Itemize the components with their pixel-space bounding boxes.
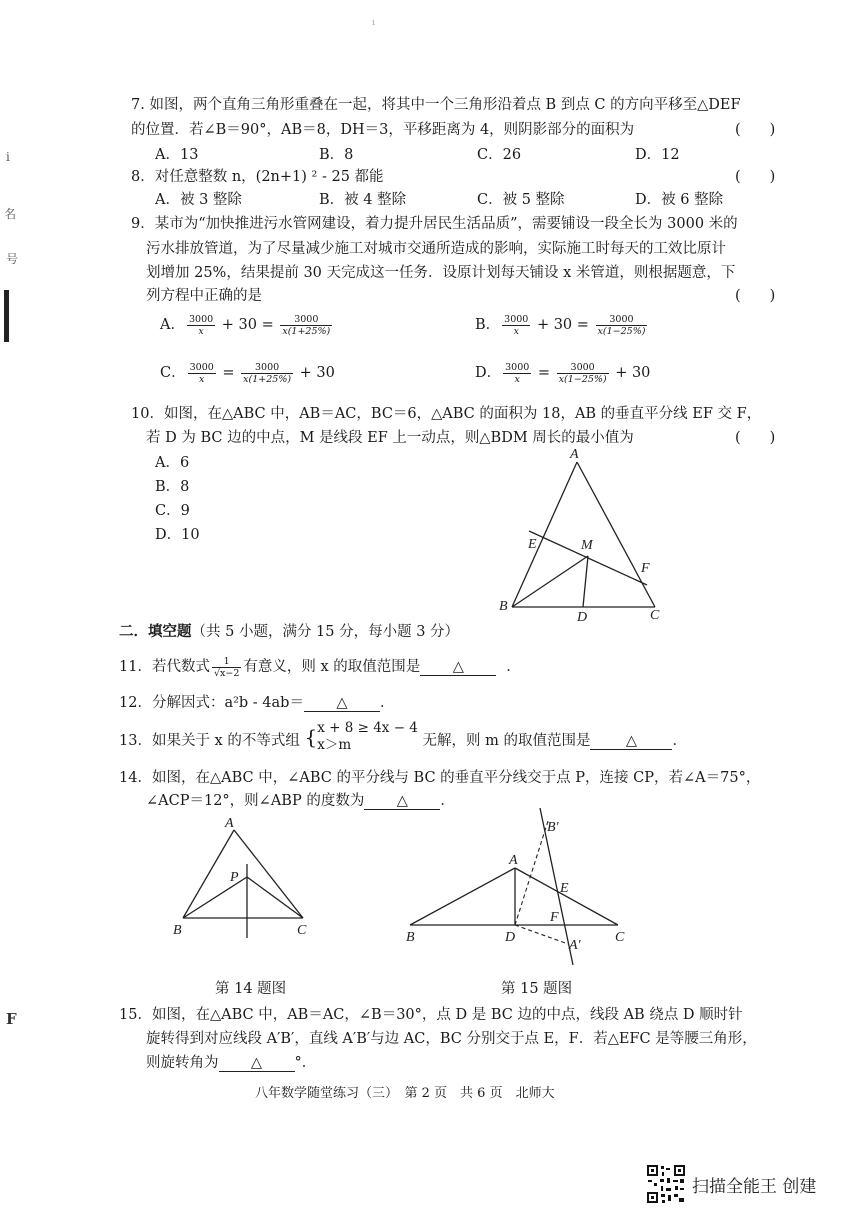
q12-line: 12．分解因式：a²b - 4ab＝ △ ． xyxy=(119,695,395,711)
q14-line2: ∠ACP＝12°，则∠ABP 的度数为 △ ． xyxy=(146,793,455,809)
section2-heading xyxy=(119,620,459,641)
q8-answer-paren: ( ) xyxy=(735,169,776,185)
scanner-watermark: 扫描全能王 创建 xyxy=(692,1177,817,1197)
q7-option-a: A．13 xyxy=(155,147,199,163)
q15-figure xyxy=(400,803,640,971)
q10-option-a: A．6 xyxy=(155,455,190,471)
qr-code-icon xyxy=(646,1164,686,1204)
q15-label-d: D xyxy=(505,930,516,945)
q14-label-a: A xyxy=(225,816,234,831)
q15-blank[interactable]: △ xyxy=(219,1055,295,1072)
q15-label-a: A xyxy=(509,853,518,868)
q10-answer-paren: ( ) xyxy=(735,430,776,446)
q10-label-m: M xyxy=(581,538,593,553)
margin-mark: 号 xyxy=(6,252,19,266)
margin-binding-bar xyxy=(4,290,9,342)
q10-segment-ac xyxy=(577,462,655,607)
q14-segment-ac xyxy=(234,830,303,918)
q14-line1: 14．如图，在△ABC 中，∠ABC 的平分线与 BC 的垂直平分线交于点 P，连接 CP，若∠A＝75°， xyxy=(119,770,761,786)
page-footer: 八年数学随堂练习（三） 第 2 页 共 6 页 北师大 xyxy=(255,1086,555,1101)
q9-line2: 污水排放管道，为了尽量减少施工对城市交通所造成的影响，实际施工时每天的工效比原计 xyxy=(146,241,726,257)
q9-option-a: A． $\frac{3000}{x}$ + 30 = $\frac{3000}{x(1+25\%)}$ xyxy=(160,313,331,337)
q10-label-a: A xyxy=(570,447,579,462)
q15-label-f: F xyxy=(550,910,559,925)
q7-option-c: C．26 xyxy=(477,147,522,163)
q7-option-d: D．12 xyxy=(635,147,680,163)
q9-line4: 列方程中正确的是 xyxy=(146,288,262,304)
q15-line1: 15．如图，在△ABC 中，AB＝AC，∠B＝30°，点 D 是 BC 边的中点，线段 AB 绕点 D 顺时针 xyxy=(119,1007,743,1023)
q7-answer-paren: ( ) xyxy=(735,122,776,138)
q13-inequality-2: x＞m xyxy=(317,737,352,753)
margin-mark: F xyxy=(6,1010,17,1028)
q15-line2: 旋转得到对应线段 A′B′，直线 A′B′与边 AC，BC 分别交于点 E，F．若△EFC 是等腰三角形， xyxy=(146,1031,757,1047)
q15-label-b1: B′ xyxy=(547,820,559,835)
margin-mark: 名 xyxy=(4,207,17,221)
q12-blank[interactable]: △ xyxy=(304,695,380,712)
q9-line3: 划增加 25%，结果提前 30 天完成这一任务．设原计划每天铺设 x 米管道，则根据题意，下 xyxy=(146,265,736,281)
q15-caption: 第 15 题图 xyxy=(501,981,573,997)
q10-option-b: B．8 xyxy=(155,479,190,495)
q15-label-b: B xyxy=(406,930,415,945)
q15-label-c: C xyxy=(615,930,625,945)
scan-mark: ı xyxy=(372,18,375,28)
q10-figure xyxy=(495,445,675,625)
q14-label-p: P xyxy=(230,870,239,885)
q15-line3: 则旋转角为 △ °． xyxy=(146,1055,317,1071)
q11-line: 11．若代数式 $\frac{1}{√x-2}$ 有意义，则 x 的取值范围是 △ ． xyxy=(119,655,521,679)
q10-label-e: E xyxy=(528,537,537,552)
section2-title: 二．填空题 xyxy=(119,623,192,640)
q15-segment-ab xyxy=(410,868,515,925)
q15-label-a1: A′ xyxy=(569,938,581,953)
q8-option-c: C．被 5 整除 xyxy=(477,192,565,208)
q13-blank[interactable]: △ xyxy=(590,733,672,750)
q10-option-d: D．10 xyxy=(155,527,200,543)
section2-subtitle: （共 5 小题，满分 15 分，每小题 3 分） xyxy=(191,624,460,640)
q7-line2: 的位置．若∠B＝90°，AB＝8，DH＝3，平移距离为 4，则阴影部分的面积为 xyxy=(131,122,635,138)
q9-option-b: B． $\frac{3000}{x}$ + 30 = $\frac{3000}{x(1-25\%)}$ xyxy=(475,313,646,337)
q13-inequality-1: x + 8 ≥ 4x − 4 xyxy=(317,720,418,736)
q7-option-b: B．8 xyxy=(319,147,354,163)
q8-option-d: D．被 6 整除 xyxy=(635,192,724,208)
q10-label-f: F xyxy=(641,561,650,576)
q13-line: 13．如果关于 x 的不等式组 { x + 8 ≥ 4x − 4 x＞m 无解，则 m 的取值范围是 △ ． xyxy=(119,720,687,753)
q9-option-c: C． $\frac{3000}{x}$ = $\frac{3000}{x(1+25\%)}$ + 30 xyxy=(160,361,335,385)
q14-caption: 第 14 题图 xyxy=(215,981,287,997)
q14-label-b: B xyxy=(173,923,182,938)
q8-option-b: B．被 4 整除 xyxy=(319,192,407,208)
q10-label-d: D xyxy=(577,610,588,625)
q14-segment-ab xyxy=(183,830,234,918)
q9-answer-paren: ( ) xyxy=(735,288,776,304)
q9-option-d: D． $\frac{3000}{x}$ = $\frac{3000}{x(1-25\%)}$ + 30 xyxy=(475,361,651,385)
q10-option-c: C．9 xyxy=(155,503,190,519)
q10-line2: 若 D 为 BC 边的中点，M 是线段 EF 上一动点，则△BDM 周长的最小值为 xyxy=(146,430,634,446)
q8-line1: 8．对任意整数 n，(2n+1) ² - 25 都能 xyxy=(131,169,384,185)
q9-line1: 9．某市为“加快推进污水管网建设，着力提升居民生活品质”，需要铺设一段全长为 3000 米的 xyxy=(131,216,738,232)
q10-label-b: B xyxy=(499,599,508,614)
q15-dashed-da1 xyxy=(515,925,568,944)
q10-segment-md xyxy=(583,556,588,607)
margin-mark: i xyxy=(6,150,10,164)
q15-dashed-db1 xyxy=(515,821,548,925)
q10-label-c: C xyxy=(650,608,660,623)
q7-line1: 7. 如图，两个直角三角形重叠在一起，将其中一个三角形沿着点 B 到点 C 的方向平移至△DEF xyxy=(131,97,741,113)
q10-line1: 10．如图，在△ABC 中，AB＝AC，BC＝6，△ABC 的面积为 18，AB 的垂直平分线 EF 交 F， xyxy=(131,406,762,422)
q8-option-a: A．被 3 整除 xyxy=(155,192,242,208)
q15-label-e: E xyxy=(560,881,569,896)
q14-figure xyxy=(165,810,325,945)
q11-blank[interactable]: △ xyxy=(420,659,496,676)
q14-label-c: C xyxy=(297,923,307,938)
q14-blank[interactable]: △ xyxy=(364,793,440,810)
